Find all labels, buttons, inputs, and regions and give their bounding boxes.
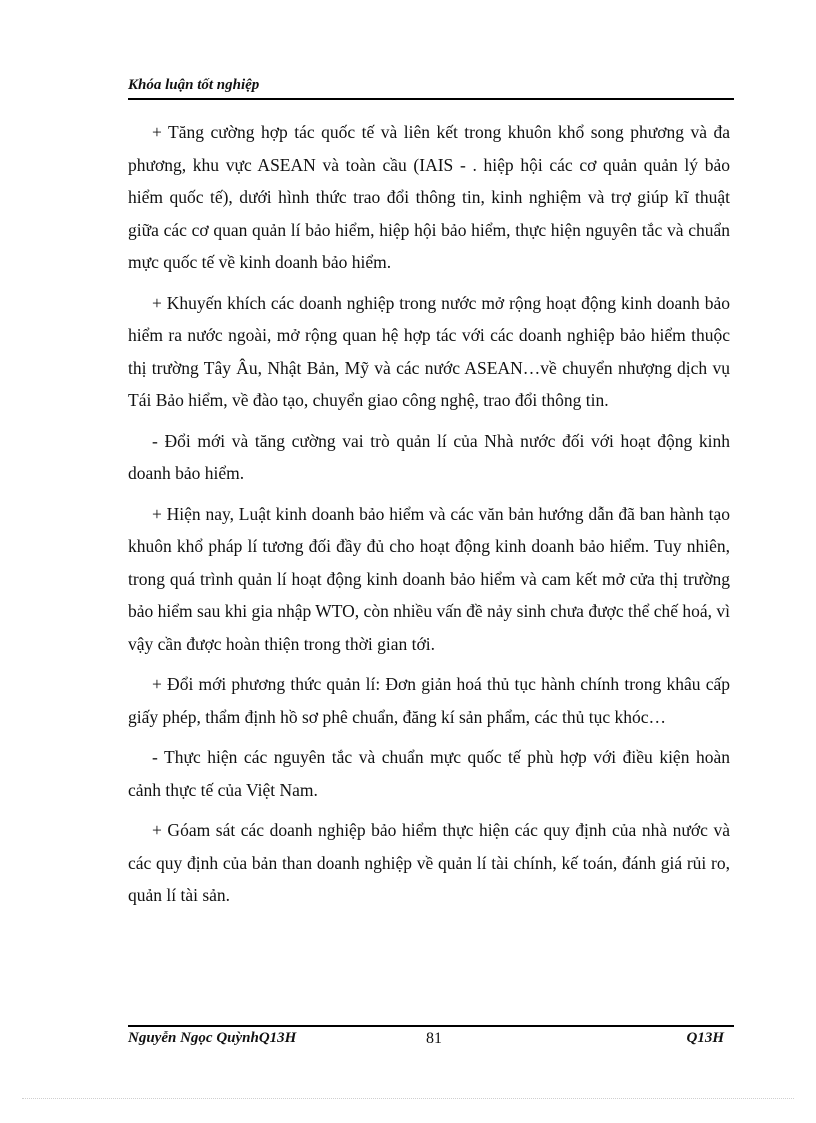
- footer-author: Nguyễn Ngọc QuỳnhQ13H: [128, 1030, 297, 1046]
- document-body: [128, 116, 730, 920]
- paragraph-international-standards: - Thực hiện các nguyên tắc và chuẩn mực quốc tế phù hợp với điều kiện hoàn cảnh thực tế của Việt Nam.: [128, 747, 730, 800]
- header-title: Khóa luận tốt nghiệp: [128, 77, 260, 93]
- paragraph-supervision: + Góam sát các doanh nghiệp bảo hiểm thực hiện các quy định của nhà nước và các quy định của bản than doanh nghiệp về quản lí tài chính, kế toán, đánh giá rủi ro, quản lí tài sản.: [128, 820, 730, 905]
- paragraph-management-reform: + Đổi mới phương thức quản lí: Đơn giản hoá thủ tục hành chính trong khâu cấp giấy phép, thẩm định hồ sơ phê chuẩn, đăng kí sản phẩm, các thủ tục khóc…: [128, 674, 730, 727]
- paragraph-international-cooperation: + Tăng cường hợp tác quốc tế và liên kết trong khuôn khổ song phương và đa phương, khu vực ASEAN và toàn cầu (IAIS - . hiệp hội các cơ quản quản lý bảo hiểm quốc tế), dưới hình thức trao đổi thông tin, kinh nghiệm và trợ giúp kĩ thuật giữa các cơ quan quản lí bảo hiểm, hiệp hội bảo hiểm, thực hiện nguyên tắc và chuẩn mực quốc tế về kinh doanh bảo hiểm.: [128, 122, 730, 272]
- paragraph-insurance-law: + Hiện nay, Luật kinh doanh bảo hiểm và các văn bản hướng dẫn đã ban hành tạo khuôn khổ pháp lí tương đối đầy đủ cho hoạt động kinh doanh bảo hiểm. Tuy nhiên, trong quá trình quản lí hoạt động kinh doanh bảo hiểm và cam kết mở cửa thị trường bảo hiểm sau khi gia nhập WTO, còn nhiều vấn đề nảy sinh chưa được thể chế hoá, vì vậy cần được hoàn thiện trong thời gian tới.: [128, 503, 730, 654]
- page-footer: [128, 1030, 734, 1052]
- footer-divider: [128, 1025, 734, 1027]
- paragraph-encourage-enterprises: + Khuyến khích các doanh nghiệp trong nước mở rộng hoạt động kinh doanh bảo hiểm ra nước ngoài, mở rộng quan hệ hợp tác với các doanh nghiệp bảo hiểm thuộc thị trường Tây Âu, Nhật Bản, Mỹ và các nước ASEAN…về chuyển nhượng dịch vụ Tái Bảo hiểm, về đào tạo, chuyển giao công nghệ, trao đổi thông tin.: [128, 292, 730, 410]
- footer-class-code: Q13H: [686, 1030, 724, 1046]
- page-bottom-edge: [22, 1098, 794, 1099]
- page-number: 81: [426, 1030, 442, 1047]
- page-header: [128, 76, 734, 100]
- paragraph-state-management: - Đổi mới và tăng cường vai trò quản lí của Nhà nước đối với hoạt động kinh doanh bảo hiểm.: [128, 430, 730, 483]
